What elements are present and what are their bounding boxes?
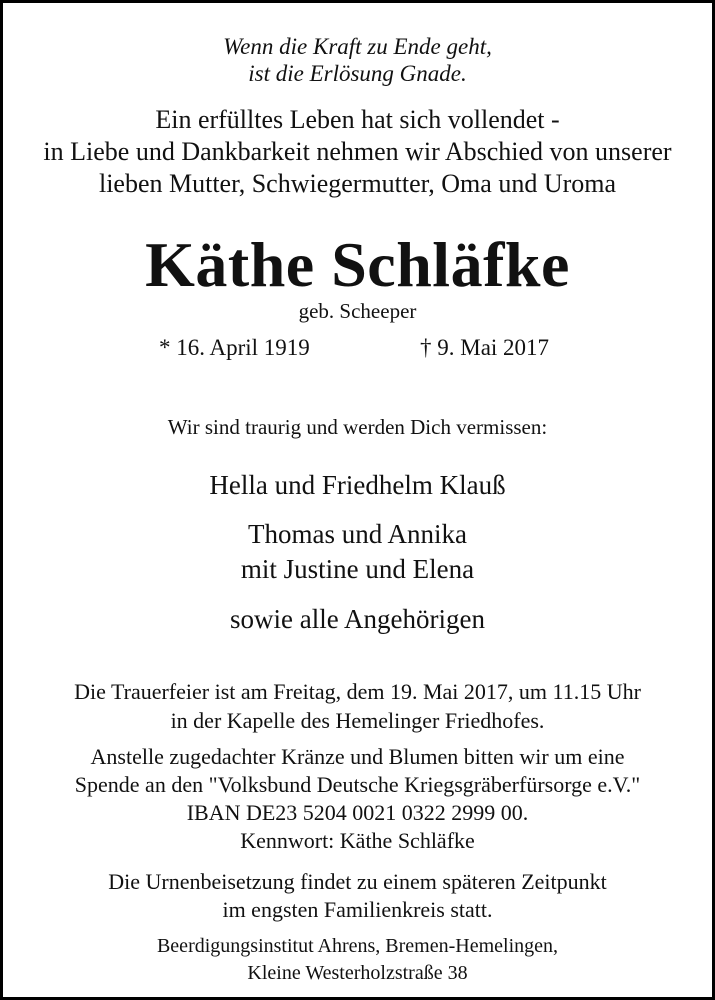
service-line-2: in der Kapelle des Hemelinger Friedhofes. xyxy=(170,708,545,733)
donation-keyword: Kennwort: Käthe Schläfke xyxy=(240,828,475,853)
deceased-name: Käthe Schläfke xyxy=(145,229,570,300)
motto-line-1: Wenn die Kraft zu Ende geht, xyxy=(223,34,492,59)
donation-line-2: Spende an den "Volksbund Deutsche Kriegsgräberfürsorge e.V." xyxy=(74,772,641,797)
intro-line-2: in Liebe und Dankbarkeit nehmen wir Abschied von unserer xyxy=(43,137,672,166)
life-dates xyxy=(3,335,712,365)
family-line-2: Thomas und Annika xyxy=(248,519,467,549)
burial-line-1: Die Urnenbeisetzung findet zu einem späteren Zeitpunkt xyxy=(108,869,607,894)
burial-line-2: im engsten Familienkreis statt. xyxy=(222,897,493,922)
intro-line-3: lieben Mutter, Schwiegermutter, Oma und Uroma xyxy=(98,169,617,198)
family-line-1: Hella und Friedhelm Klauß xyxy=(209,470,506,500)
family-line-3: mit Justine und Elena xyxy=(240,554,475,584)
undertaker-address: Kleine Westerholzstraße 38 xyxy=(247,962,468,984)
motto-line-2: ist die Erlösung Gnade. xyxy=(248,61,467,86)
death-date: † 9. Mai 2017 xyxy=(420,335,550,360)
birth-date: * 16. April 1919 xyxy=(159,335,310,360)
intro-line-1: Ein erfülltes Leben hat sich vollendet - xyxy=(155,105,560,134)
undertaker-line-1: Beerdigungsinstitut Ahrens, Bremen-Hemelingen, xyxy=(156,935,559,957)
service-line-1: Die Trauerfeier ist am Freitag, dem 19. Mai 2017, um 11.15 Uhr xyxy=(74,679,641,704)
donation-line-1: Anstelle zugedachter Kränze und Blumen bitten wir um eine xyxy=(90,744,625,769)
donation-iban: IBAN DE23 5204 0021 0322 2999 00. xyxy=(186,800,529,825)
born-name: geb. Scheeper xyxy=(298,299,417,323)
family-line-4: sowie alle Angehörigen xyxy=(230,604,485,634)
mourning-line: Wir sind traurig und werden Dich vermissen: xyxy=(167,415,548,439)
